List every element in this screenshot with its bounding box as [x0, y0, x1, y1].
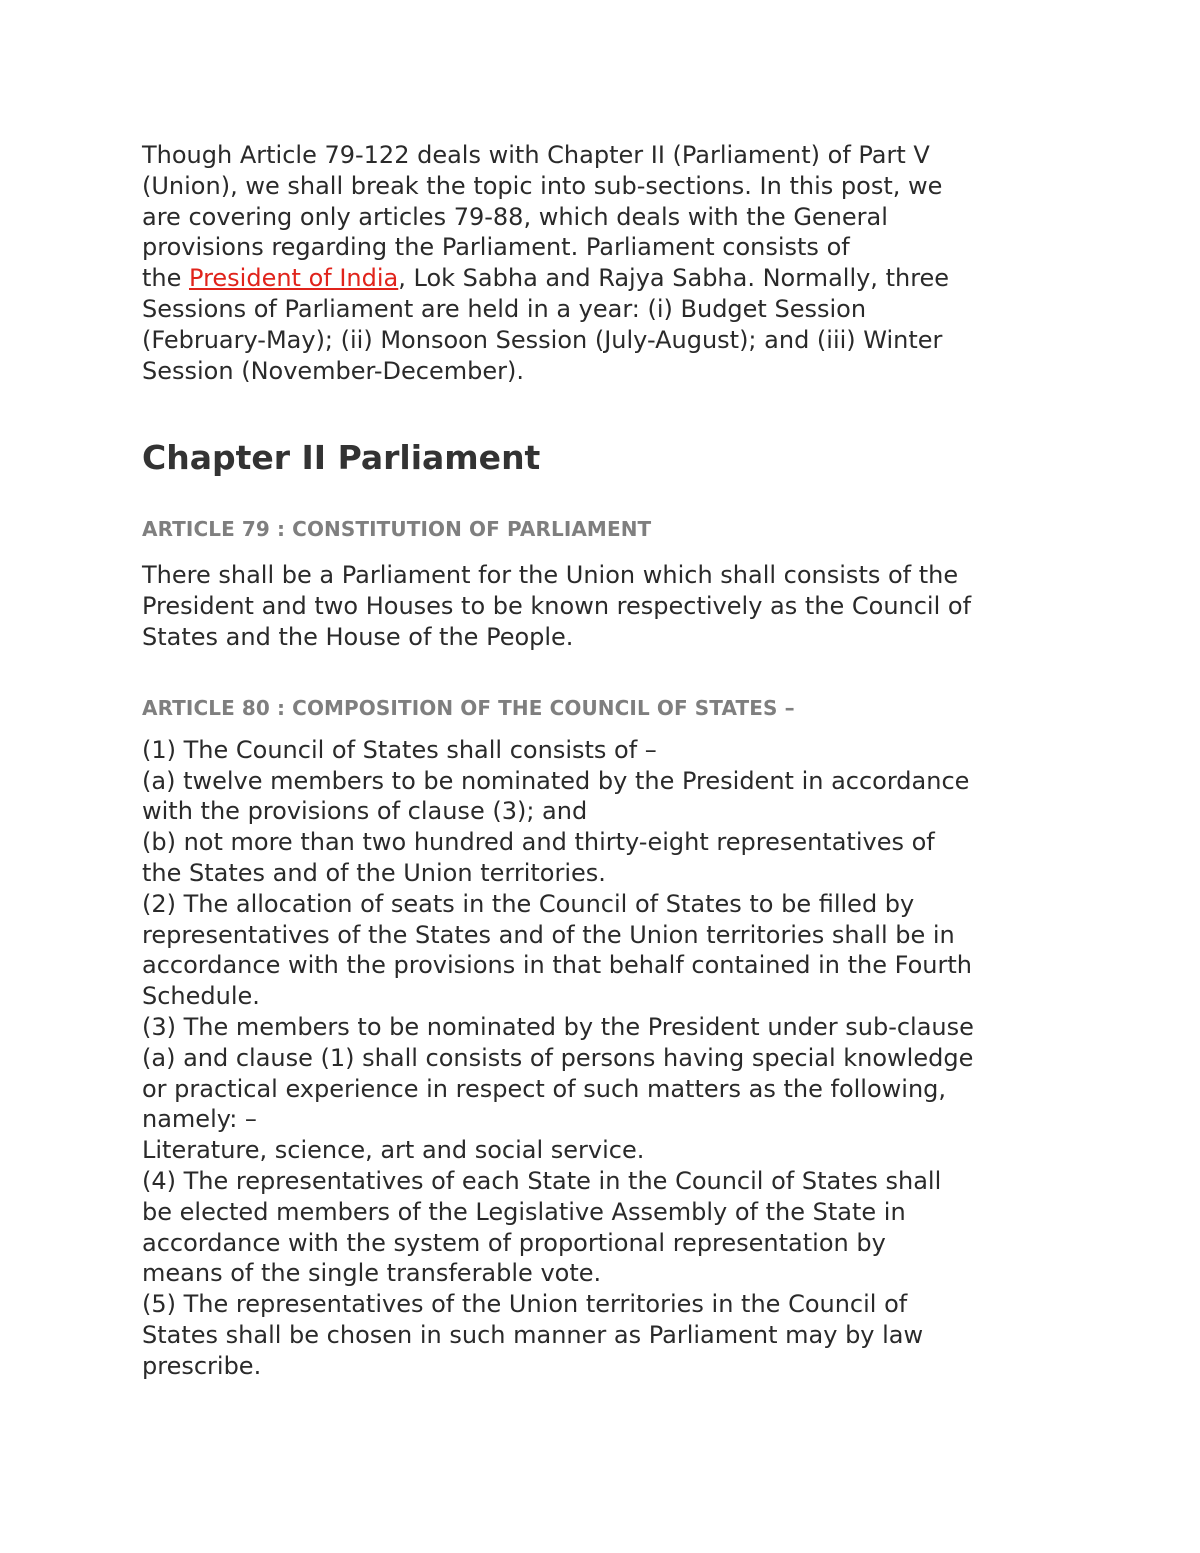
article-80-line: namely: –	[142, 1105, 257, 1134]
article-80-line: Schedule.	[142, 982, 260, 1011]
intro-line-prefix: the	[142, 264, 190, 293]
article-80-line: (3) The members to be nominated by the President under sub-clause	[142, 1012, 974, 1041]
article-80-line: (1) The Council of States shall consists of –	[142, 735, 657, 764]
article-79-line: There shall be a Parliament for the Union which shall consists of the	[142, 561, 959, 590]
intro-line: provisions regarding the Parliament. Parliament consists of	[142, 233, 850, 262]
document-page	[142, 140, 1077, 1382]
intro-line: Session (November-December).	[142, 356, 524, 385]
article-80-line: means of the single transferable vote.	[142, 1259, 602, 1288]
article-80-line: representatives of the States and of the Union territories shall be in	[142, 920, 955, 949]
article-80-line: (a) and clause (1) shall consists of persons having special knowledge	[142, 1043, 974, 1072]
intro-line: Though Article 79-122 deals with Chapter II (Parliament) of Part V	[142, 141, 930, 169]
article-79-line: States and the House of the People.	[142, 622, 574, 651]
intro-line-suffix: , Lok Sabha and Rajya Sabha. Normally, three	[398, 264, 950, 293]
article-80-line: (2) The allocation of seats in the Council of States to be filled by	[142, 889, 915, 918]
article-80-line: (5) The representatives of the Union territories in the Council of	[142, 1290, 908, 1319]
article-80-line: or practical experience in respect of such matters as the following,	[142, 1074, 947, 1103]
president-of-india-link[interactable]: President of India	[189, 264, 399, 293]
article-80-heading: ARTICLE 80 : COMPOSITION OF THE COUNCIL OF STATES –	[142, 695, 795, 720]
article-80-line: (4) The representatives of each State in the Council of States shall	[142, 1166, 942, 1195]
article-80-line: with the provisions of clause (3); and	[142, 797, 588, 826]
intro-line: Sessions of Parliament are held in a year: (i) Budget Session	[142, 294, 867, 323]
intro-paragraph	[142, 140, 1077, 386]
article-80-line: accordance with the system of proportional representation by	[142, 1228, 886, 1257]
intro-line: are covering only articles 79-88, which deals with the General	[142, 202, 888, 231]
intro-line: (Union), we shall break the topic into sub-sections. In this post, we	[142, 171, 943, 200]
article-80-body	[142, 735, 1077, 1382]
intro-line-with-link	[142, 263, 1077, 294]
article-79-body	[142, 560, 1077, 652]
article-80-line: the States and of the Union territories.	[142, 858, 606, 887]
article-80-line: (b) not more than two hundred and thirty-eight representatives of	[142, 828, 935, 857]
article-80-line: prescribe.	[142, 1351, 262, 1380]
article-80-line: be elected members of the Legislative Assembly of the State in	[142, 1197, 906, 1226]
article-79-heading: ARTICLE 79 : CONSTITUTION OF PARLIAMENT	[142, 517, 652, 542]
article-80-line: accordance with the provisions in that behalf contained in the Fourth	[142, 951, 972, 980]
article-80-line: (a) twelve members to be nominated by the President in accordance	[142, 766, 970, 795]
article-80-line: States shall be chosen in such manner as Parliament may by law	[142, 1320, 924, 1349]
article-79-line: President and two Houses to be known respectively as the Council of	[142, 592, 972, 621]
intro-line: (February-May); (ii) Monsoon Session (July-August); and (iii) Winter	[142, 325, 943, 354]
article-80-line: Literature, science, art and social service.	[142, 1136, 645, 1165]
chapter-heading: Chapter II Parliament	[142, 438, 541, 478]
